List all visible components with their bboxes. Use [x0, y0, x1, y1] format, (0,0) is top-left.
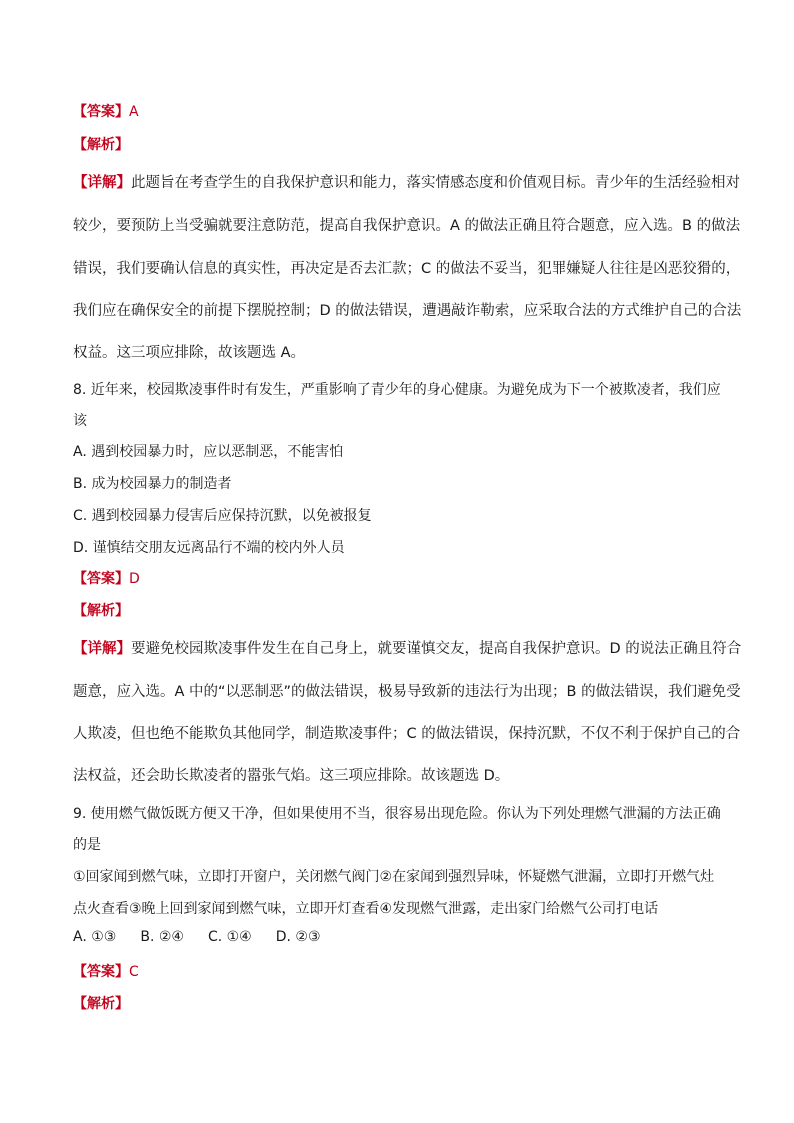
q7-detail-line-5: 权益。这三项应排除，故该题选 A。	[73, 345, 306, 361]
q8-stem-line-2: 该	[73, 413, 87, 429]
answer-value: A	[129, 104, 139, 120]
answer-value: C	[129, 964, 139, 980]
answer-tag: 【答案】	[73, 104, 129, 120]
q7-detail-line-1	[73, 171, 740, 192]
q8-detail-line-3: 人欺凌，但也绝不能欺负其他同学，制造欺凌事件；C 的做法错误，保持沉默，不仅不利于保护自己的合	[73, 726, 741, 742]
q8-option-d: D. 谨慎结交朋友远离品行不端的校内外人员	[73, 540, 345, 556]
q7-detail-line-4: 我们应在确保安全的前提下摆脱控制；D 的做法错误，遭遇敲诈勒索，应采取合法的方式维护自己的合法	[73, 303, 742, 319]
q7-detail-line-2: 较少，要预防上当受骗就要注意防范，提高自我保护意识。A 的做法正确且符合题意，应入选。B 的做法	[73, 218, 741, 234]
q8-answer-line	[73, 568, 140, 588]
q9-stem-line-2: 的是	[73, 837, 101, 853]
q9-stem-line-3: ①回家闻到燃气味，立即打开窗户，关闭燃气阀门②在家闻到强烈异味，怀疑燃气泄漏，立即打开燃气灶	[73, 869, 715, 885]
q9-options-line	[73, 929, 321, 945]
q8-stem-line-1: 8. 近年来，校园欺凌事件时有发生，严重影响了青少年的身心健康。为避免成为下一个被欺凌者，我们应	[73, 382, 721, 398]
q7-answer-line	[73, 101, 139, 121]
q8-option-c: C. 遇到校园暴力侵害后应保持沉默，以免被报复	[73, 508, 372, 524]
q7-analysis-line	[73, 134, 129, 154]
detail-tag: 【详解】	[73, 641, 131, 657]
q8-option-a: A. 遇到校园暴力时，应以恶制恶，不能害怕	[73, 444, 344, 460]
analysis-tag: 【解析】	[73, 137, 129, 153]
q9-stem-line-1: 9. 使用燃气做饭既方便又干净，但如果使用不当，很容易出现危险。你认为下列处理燃气泄漏的方法正确	[73, 806, 721, 822]
q9-analysis-line	[73, 993, 129, 1013]
q7-detail-line-3: 错误，我们要确认信息的真实性，再决定是否去汇款；C 的做法不妥当，犯罪嫌疑人往往是凶恶狡猾的，	[73, 261, 741, 277]
q8-detail-line-1	[73, 637, 741, 658]
detail-text: 要避免校园欺凌事件发生在自己身上，就要谨慎交友，提高自我保护意识。D 的说法正确且符合	[131, 641, 742, 657]
q9-answer-line	[73, 961, 139, 981]
q9-option-c: C. ①④	[207, 929, 252, 945]
analysis-tag: 【解析】	[73, 603, 129, 619]
q8-detail-line-4: 法权益，还会助长欺凌者的嚣张气焰。这三项应排除。故该题选 D。	[73, 768, 510, 784]
answer-tag: 【答案】	[73, 571, 129, 587]
q9-option-d: D. ②③	[275, 929, 321, 945]
q9-option-a: A. ①③	[73, 929, 117, 945]
detail-tag: 【详解】	[73, 175, 131, 191]
answer-value: D	[129, 571, 140, 587]
answer-tag: 【答案】	[73, 964, 129, 980]
analysis-tag: 【解析】	[73, 996, 129, 1012]
q8-option-b: B. 成为校园暴力的制造者	[73, 476, 232, 492]
q9-stem-line-4: 点火查看③晚上回到家闻到燃气味，立即开灯查看④发现燃气泄露，走出家门给燃气公司打电话	[73, 901, 659, 917]
q8-analysis-line	[73, 600, 129, 620]
q8-detail-line-2: 题意，应入选。A 中的“以恶制恶”的做法错误，极易导致新的违法行为出现；B 的做法错误，我们避免受	[73, 684, 741, 700]
q9-option-b: B. ②④	[140, 929, 184, 945]
detail-text: 此题旨在考查学生的自我保护意识和能力，落实情感态度和价值观目标。青少年的生活经验相对	[131, 175, 740, 191]
